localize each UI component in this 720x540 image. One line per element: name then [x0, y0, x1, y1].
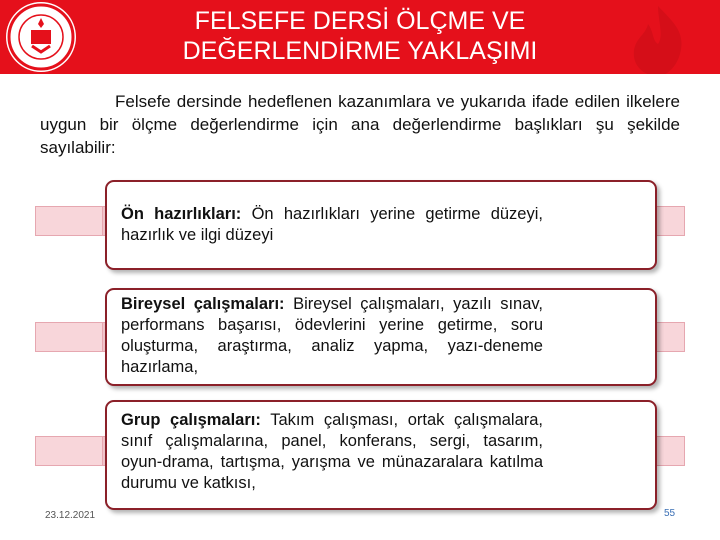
criteria-description: Ön hazırlıkları yerine getirme düzeyi, hazırlık ve ilgi düzeyi	[121, 205, 543, 244]
title-line-2: DEĞERLENDİRME YAKLAŞIMI	[182, 37, 538, 65]
stripe-tab	[35, 322, 103, 352]
page-number: 55	[664, 508, 676, 519]
criteria-label: Grup çalışmaları:	[121, 411, 261, 429]
stripe-tab	[35, 436, 103, 466]
footer-date: 23.12.2021	[45, 510, 96, 521]
criteria-description: Takım çalışması, ortak çalışmalara, sınıf çalışmalarına, panel, konferans, sergi, tasarım, oyun-drama, tartışma, yarışma ve münazaralara katılma durumu ve katkısı,	[121, 411, 543, 492]
meb-logo-icon	[6, 2, 76, 72]
stripe-tab	[35, 206, 103, 236]
title-bar	[0, 0, 720, 74]
criteria-label: Ön hazırlıkları:	[121, 205, 242, 223]
criteria-text	[121, 294, 543, 378]
criteria-box-individual	[105, 288, 657, 386]
criteria-box-preparation	[105, 180, 657, 270]
page-title	[140, 6, 580, 66]
flame-icon	[618, 2, 698, 74]
criteria-description: Bireysel çalışmaları, yazılı sınav, performans başarısı, ödevlerini yerine getirme, soru oluşturma, araştırma, analiz yapma, yazı-deneme hazırlama,	[121, 295, 543, 376]
intro-paragraph: Felsefe dersinde hedeflenen kazanımlara ve yukarıda ifade edilen ilkelere uygun bir ölçme değerlendirme için ana değerlendirme başlıkları şu şekilde sayılabilir:	[40, 92, 680, 157]
criteria-box-group	[105, 400, 657, 510]
criteria-text	[121, 410, 543, 494]
title-line-1: FELSEFE DERSİ ÖLÇME VE	[194, 7, 526, 35]
criteria-text	[121, 204, 543, 246]
criteria-label: Bireysel çalışmaları:	[121, 295, 285, 313]
